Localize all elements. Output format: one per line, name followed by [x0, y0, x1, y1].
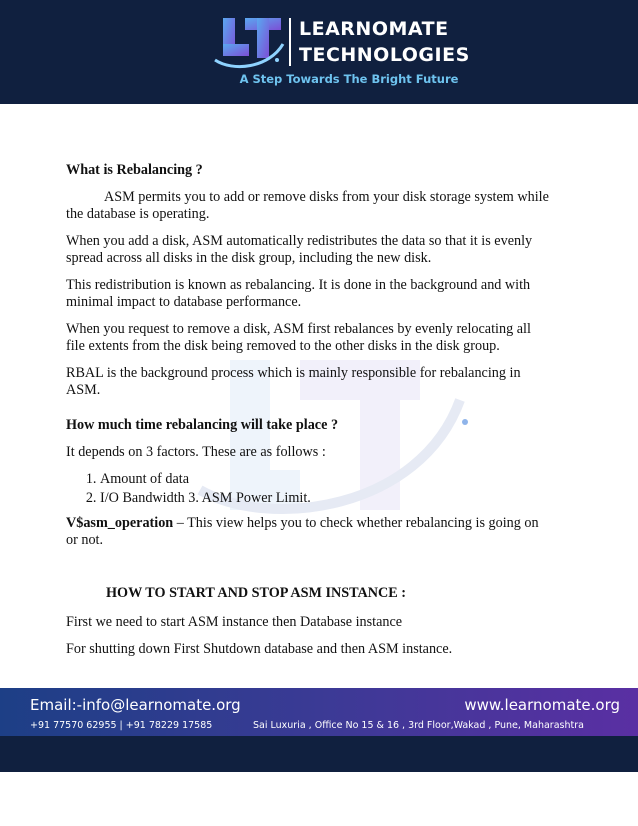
paragraph: ASM permits you to add or remove disks from your disk storage system while the database is operating.	[66, 189, 549, 222]
brand-divider	[289, 18, 291, 66]
paragraph-vsql	[66, 515, 550, 549]
paragraph: RBAL is the background process which is mainly responsible for rebalancing in ASM.	[66, 365, 521, 398]
footer-address: Sai Luxuria , Office No 15 & 16 , 3rd Floor,Wakad , Pune, Maharashtra	[253, 720, 584, 731]
list-item: 1. Amount of data	[100, 471, 550, 488]
learnomate-logo-icon	[213, 14, 285, 72]
heading-what-is-rebalancing: What is Rebalancing ?	[66, 162, 203, 178]
brand-name-line2: TECHNOLOGIES	[299, 44, 470, 66]
paragraph: This redistribution is known as rebalancing. It is done in the background and with minimal impact to database performance.	[66, 277, 531, 310]
paragraph: When you request to remove a disk, ASM first rebalances by evenly relocating all file extents from the disk being removed to the other disks in the disk group.	[66, 321, 531, 354]
page-header	[0, 0, 638, 104]
document-body	[66, 162, 550, 668]
page-footer	[0, 688, 638, 736]
heading-rebalancing-time: How much time rebalancing will take place ?	[66, 417, 339, 433]
tagline	[0, 72, 638, 86]
list-item: 2. I/O Bandwidth 3. ASM Power Limit.	[100, 490, 550, 507]
paragraph: For shutting down First Shutdown database and then ASM instance.	[66, 641, 453, 657]
tagline-text: A Step Towards The Bright Future	[239, 72, 459, 86]
vsql-description: – This view helps you to check whether rebalancing is going on or not.	[66, 515, 539, 548]
footer-phones: +91 77570 62955 | +91 78229 17585	[30, 720, 213, 731]
heading-start-stop-asm: HOW TO START AND STOP ASM INSTANCE :	[106, 585, 407, 601]
footer-email[interactable]: Email:-info@learnomate.org	[30, 696, 241, 714]
paragraph: When you add a disk, ASM automatically redistributes the data so that it is evenly spread across all disks in the disk group, including the new disk.	[66, 233, 533, 266]
paragraph: It depends on 3 factors. These are as follows :	[66, 444, 326, 460]
footer-bottom-band	[0, 736, 638, 772]
footer-website[interactable]: www.learnomate.org	[464, 696, 620, 714]
brand-name-line1: LEARNOMATE	[299, 18, 449, 40]
factor-list	[66, 471, 550, 507]
vsql-term: V$asm_operation	[66, 515, 174, 531]
paragraph: First we need to start ASM instance then Database instance	[66, 614, 403, 630]
